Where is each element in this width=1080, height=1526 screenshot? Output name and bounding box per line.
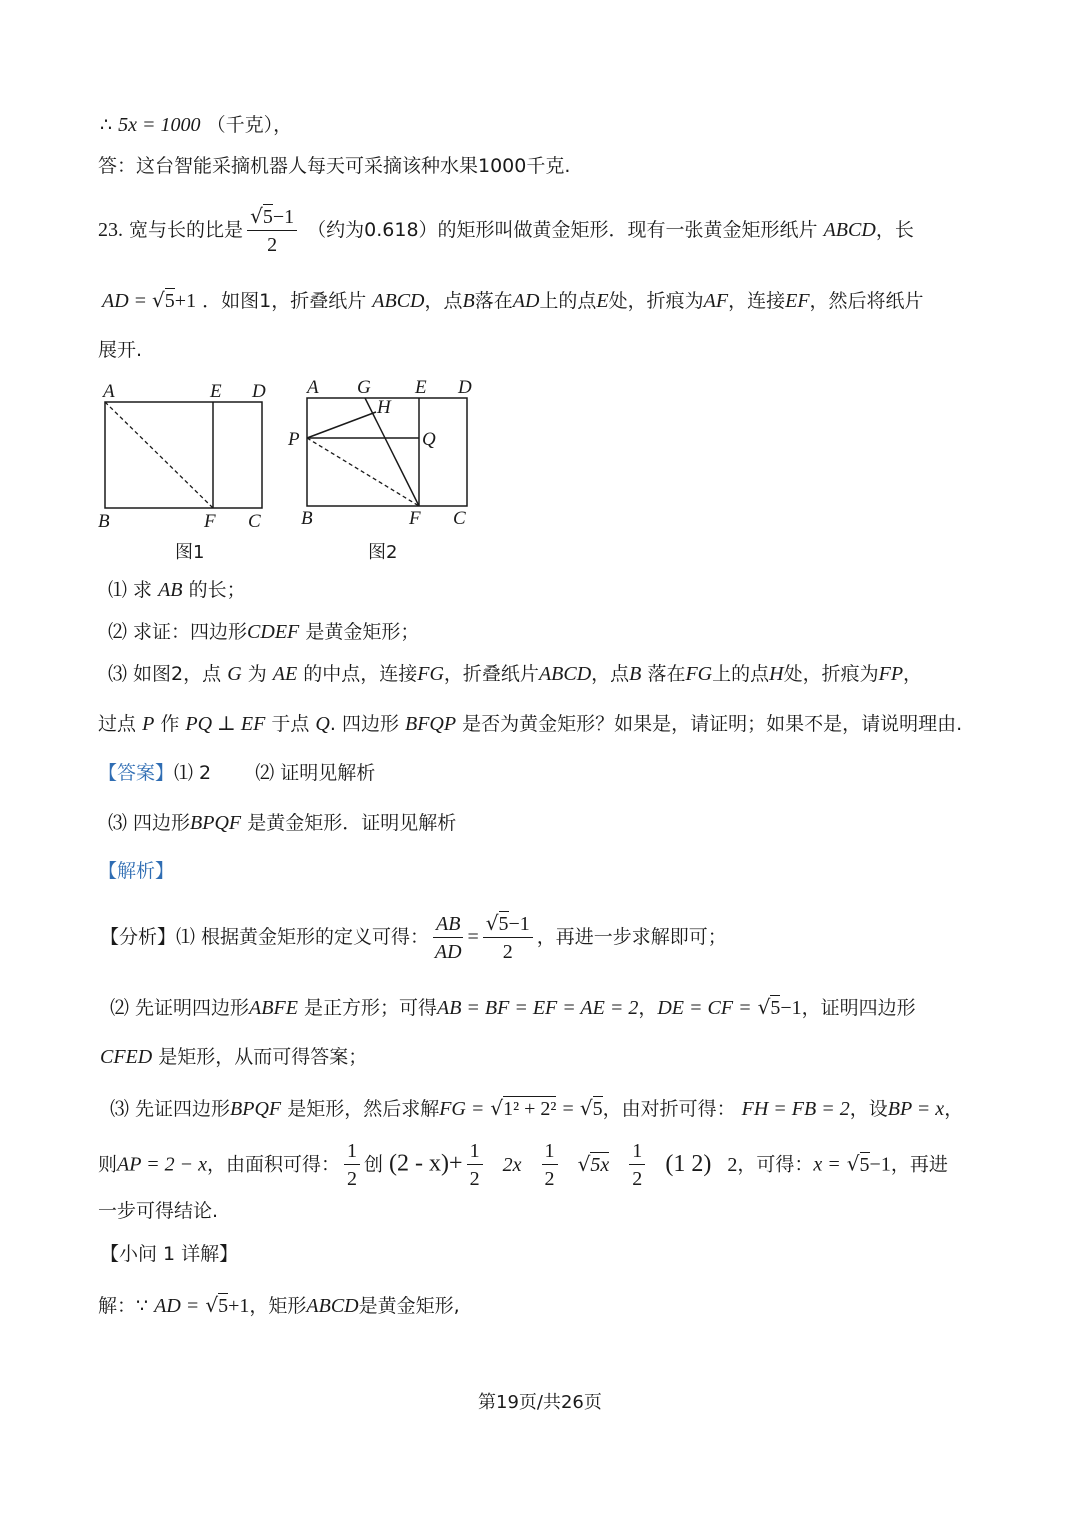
page-footer: 第19页/共26页 xyxy=(478,1392,602,1413)
sqrt-icon: √ xyxy=(757,995,771,1019)
sqrt-icon: √ xyxy=(152,288,165,312)
analysis-line-5: 则AP = 2 − x，由面积可得： $\frac{1}{2}$ 创 (2 - x)+ $\frac{1}{2}$ 2x $\frac{1}{2}$ √5x $\frac{1}{2}$ (1 2) 2，可得：x = √5−1，再进 xyxy=(98,1140,948,1190)
question-23-line-2: AD = √5+1 ．如图1，折叠纸片 ABCD，点B落在AD上的点E处，折痕为AF，连接EF，然后将纸片 xyxy=(102,288,924,312)
sqrt-icon: √ xyxy=(490,1096,504,1120)
question-number: 23. xyxy=(98,219,123,241)
answer-tag: 【答案】 xyxy=(98,762,175,784)
text: （约为0.618）的矩形叫做黄金矩形．现有一张黄金矩形纸片 xyxy=(307,219,818,241)
sqrt-icon: √ xyxy=(579,1096,593,1120)
sub-question-3: ⑶ 如图2，点 G 为 AE 的中点，连接FG，折叠纸片ABCD，点B 落在FG上的点H处，折痕为FP， xyxy=(108,663,923,685)
text: 宽与长的比是 xyxy=(129,219,244,241)
label-b: B xyxy=(98,511,110,532)
question-23-line-3: 展开. xyxy=(98,339,143,361)
label-a: A xyxy=(307,377,319,398)
label-d: D xyxy=(252,381,266,402)
rect-abcd xyxy=(105,402,262,508)
therefore-symbol: ∴ xyxy=(100,114,113,136)
analysis-line-2: ⑵ 先证明四边形ABFE 是正方形；可得AB = BF = EF = AE = 2，DE = CF = √5−1，证明四边形 xyxy=(110,995,916,1019)
sqrt-icon: √ xyxy=(250,204,263,228)
label-f: F xyxy=(409,508,421,529)
analysis-line-3: CFED 是矩形，从而可得答案； xyxy=(100,1046,368,1068)
sub-question-1: ⑴ 求 AB 的长； xyxy=(108,579,246,601)
analysis-tag: 【解析】 xyxy=(98,860,175,882)
math-expr: 5x = 1000 xyxy=(118,114,201,136)
sqrt-icon: √ xyxy=(846,1151,860,1176)
sqrt-icon: √ xyxy=(577,1151,591,1176)
label-a: A xyxy=(103,381,115,402)
label-d: D xyxy=(458,377,472,398)
label-q: Q xyxy=(422,429,436,450)
label-c: C xyxy=(453,508,466,529)
text-line-1 xyxy=(100,113,292,137)
fold-line-af xyxy=(105,402,213,508)
analysis-line-4: ⑶ 先证四边形BPQF 是矩形，然后求解FG = √1² + 2² = √5，由对折可得： FH = FB = 2，设BP = x， xyxy=(110,1096,964,1120)
text: （千克）， xyxy=(206,114,293,136)
label-f: F xyxy=(204,511,216,532)
label-b: B xyxy=(301,508,313,529)
label-c: C xyxy=(248,511,261,532)
half-fraction: $\frac{1}{2}$ xyxy=(344,1140,360,1190)
half-fraction: $\frac{1}{2}$ xyxy=(467,1140,483,1190)
label-p: P xyxy=(288,429,300,450)
sub-question-2: ⑵ 求证：四边形CDEF 是黄金矩形； xyxy=(108,621,420,643)
answer-line: 答：这台智能采摘机器人每天可采摘该种水果1000千克. xyxy=(98,155,571,177)
half-fraction: $\frac{1}{2}$ xyxy=(629,1140,645,1190)
figure-1 xyxy=(90,372,280,532)
label-e: E xyxy=(210,381,222,402)
figure-2-caption: 图2 xyxy=(368,542,398,563)
sub-answer-1-heading: 【小问 1 详解】 xyxy=(100,1243,239,1265)
label-g: G xyxy=(357,377,371,398)
sqrt-icon: √ xyxy=(485,911,499,935)
sqrt-icon: √ xyxy=(205,1293,219,1317)
analysis-line-6: 一步可得结论. xyxy=(98,1200,219,1222)
question-23-line-1: 23. 宽与长的比是 $\frac{√5-1}{2}$ （约为0.618）的矩形叫做黄金矩形．现有一张黄金矩形纸片 ABCD，长 xyxy=(98,204,914,256)
answer-line-1: 【答案】⑴ 2 ⑵ 证明见解析 xyxy=(98,762,376,784)
answer-line-2: ⑶ 四边形BPQF 是黄金矩形．证明见解析 xyxy=(108,812,457,834)
half-fraction: $\frac{1}{2}$ xyxy=(542,1140,558,1190)
sub-question-3-line-2: 过点 P 作 PQ ⊥ EF 于点 Q. 四边形 BFQP 是否为黄金矩形？如果是，请证明；如果不是，请说明理由. xyxy=(98,713,963,735)
figure-1-caption: 图1 xyxy=(175,542,205,563)
solution-line-1: 解：∵ AD = √5+1，矩形ABCD是黄金矩形, xyxy=(98,1293,460,1317)
label-h: H xyxy=(377,397,391,418)
golden-ratio-fraction: $\frac{√5-1}{2}$ xyxy=(483,912,533,963)
ab-over-ad-fraction: $\frac{AB}{AD}$ xyxy=(434,912,462,963)
golden-ratio-fraction: $\frac{√5-1}{2}$ xyxy=(247,205,297,256)
figure-2 xyxy=(285,372,485,532)
analysis-line-1: 【分析】⑴ 根据黄金矩形的定义可得： $\frac{AB}{AD}$ = $\frac{√5-1}{2}$ ，再进一步求解即可； xyxy=(100,911,727,963)
segment-ph xyxy=(307,412,376,438)
label-e: E xyxy=(415,377,427,398)
math-var: ABCD xyxy=(823,219,876,241)
